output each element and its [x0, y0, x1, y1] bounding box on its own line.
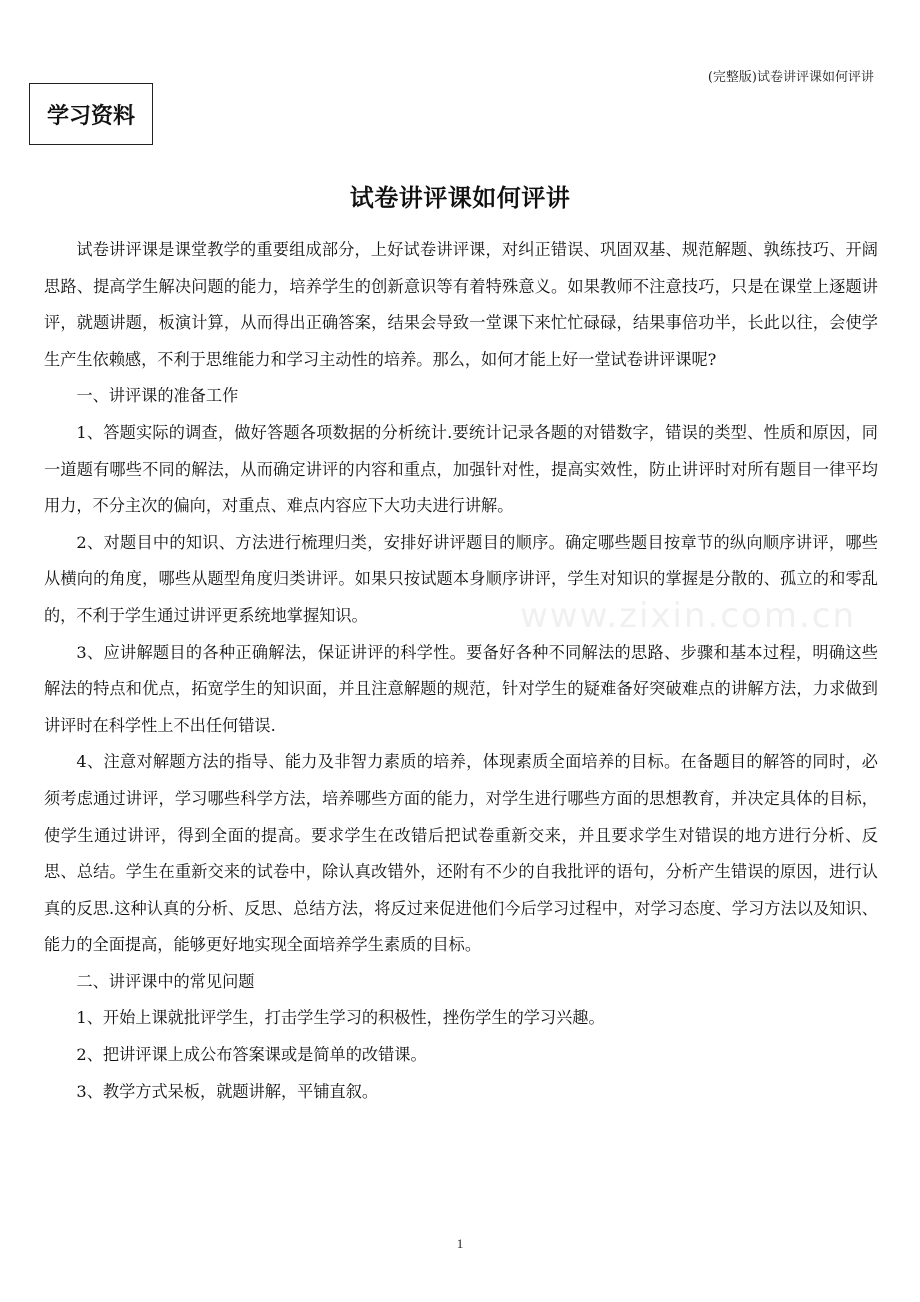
paragraph-point-2: 2、对题目中的知识、方法进行梳理归类，安排好讲评题目的顺序。确定哪些题目按章节的纵向顺序讲评，哪些从横向的角度，哪些从题型角度归类讲评。如果只按试题本身顺序讲评，学生对知识的掌握是分散的、孤立的和零乱的，不利于学生通过讲评更系统地掌握知识。: [44, 532, 878, 625]
section-heading-preparation: 一、讲评课的准备工作: [76, 386, 239, 406]
problem-item-1: 1、开始上课就批评学生，打击学生学习的积极性，挫伤学生的学习兴趣。: [76, 1008, 605, 1028]
problem-item-2: 2、把讲评课上成公布答案课或是简单的改错课。: [76, 1045, 427, 1065]
section-heading-problems: 二、讲评课中的常见问题: [76, 971, 255, 991]
document-body: [44, 232, 878, 1110]
paragraph-point-4: 4、注意对解题方法的指导、能力及非智力素质的培养，体现素质全面培养的目标。在备题目的解答的同时，必须考虑通过讲评，学习哪些科学方法，培养哪些方面的能力，对学生进行哪些方面的思想教育，并决定具体的目标，使学生通过讲评，得到全面的提高。要求学生在改错后把试卷重新交来，并且要求学生对错误的地方进行分析、反思、总结。学生在重新交来的试卷中，除认真改错外，还附有不少的自我批评的语句，分析产生错误的原因，进行认真的反思.这种认真的分析、反思、总结方法，将反过来促进他们今后学习过程中，对学习态度、学习方法以及知识、能力的全面提高，能够更好地实现全面培养学生素质的目标。: [44, 752, 878, 955]
problem-item-3: 3、教学方式呆板，就题讲解，平铺直叙。: [76, 1081, 379, 1101]
paragraph-point-1: 1、答题实际的调查，做好答题各项数据的分析统计.要统计记录各题的对错数字，错误的类型、性质和原因，同一道题有哪些不同的解法，从而确定讲评的内容和重点，加强针对性，提高实效性，防止讲评时对所有题目一律平均用力，不分主次的偏向，对重点、难点内容应下大功夫进行讲解。: [44, 422, 878, 516]
intro-paragraph: 试卷讲评课是课堂教学的重要组成部分，上好试卷讲评课，对纠正错误、巩固双基、规范解题、孰练技巧、开阔思路、提高学生解决问题的能力，培养学生的创新意识等有着特殊意义。如果教师不注意技巧，只是在课堂上逐题讲评，就题讲题，板演计算，从而得出正确答案，结果会导致一堂课下来忙忙碌碌，结果事倍功半，长此以往，会使学生产生依赖感，不利于思维能力和学习主动性的培养。那么，如何才能上好一堂试卷讲评课呢?: [44, 240, 878, 369]
paragraph-point-3: 3、应讲解题目的各种正确解法，保证讲评的科学性。要备好各种不同解法的思路、步骤和基本过程，明确这些解法的特点和优点，拓宽学生的知识面，并且注意解题的规范，针对学生的疑难备好突破难点的讲解方法，力求做到讲评时在科学性上不出任何错误.: [44, 642, 878, 735]
running-header: (完整版)试卷讲评课如何评讲: [707, 70, 874, 85]
document-title: 试卷讲评课如何评讲: [349, 184, 571, 212]
study-material-badge: [29, 83, 153, 145]
page-number: 1: [456, 1236, 464, 1251]
badge-label: 学习资料: [46, 103, 135, 129]
watermark: www.zixin.com.cn: [520, 596, 856, 636]
